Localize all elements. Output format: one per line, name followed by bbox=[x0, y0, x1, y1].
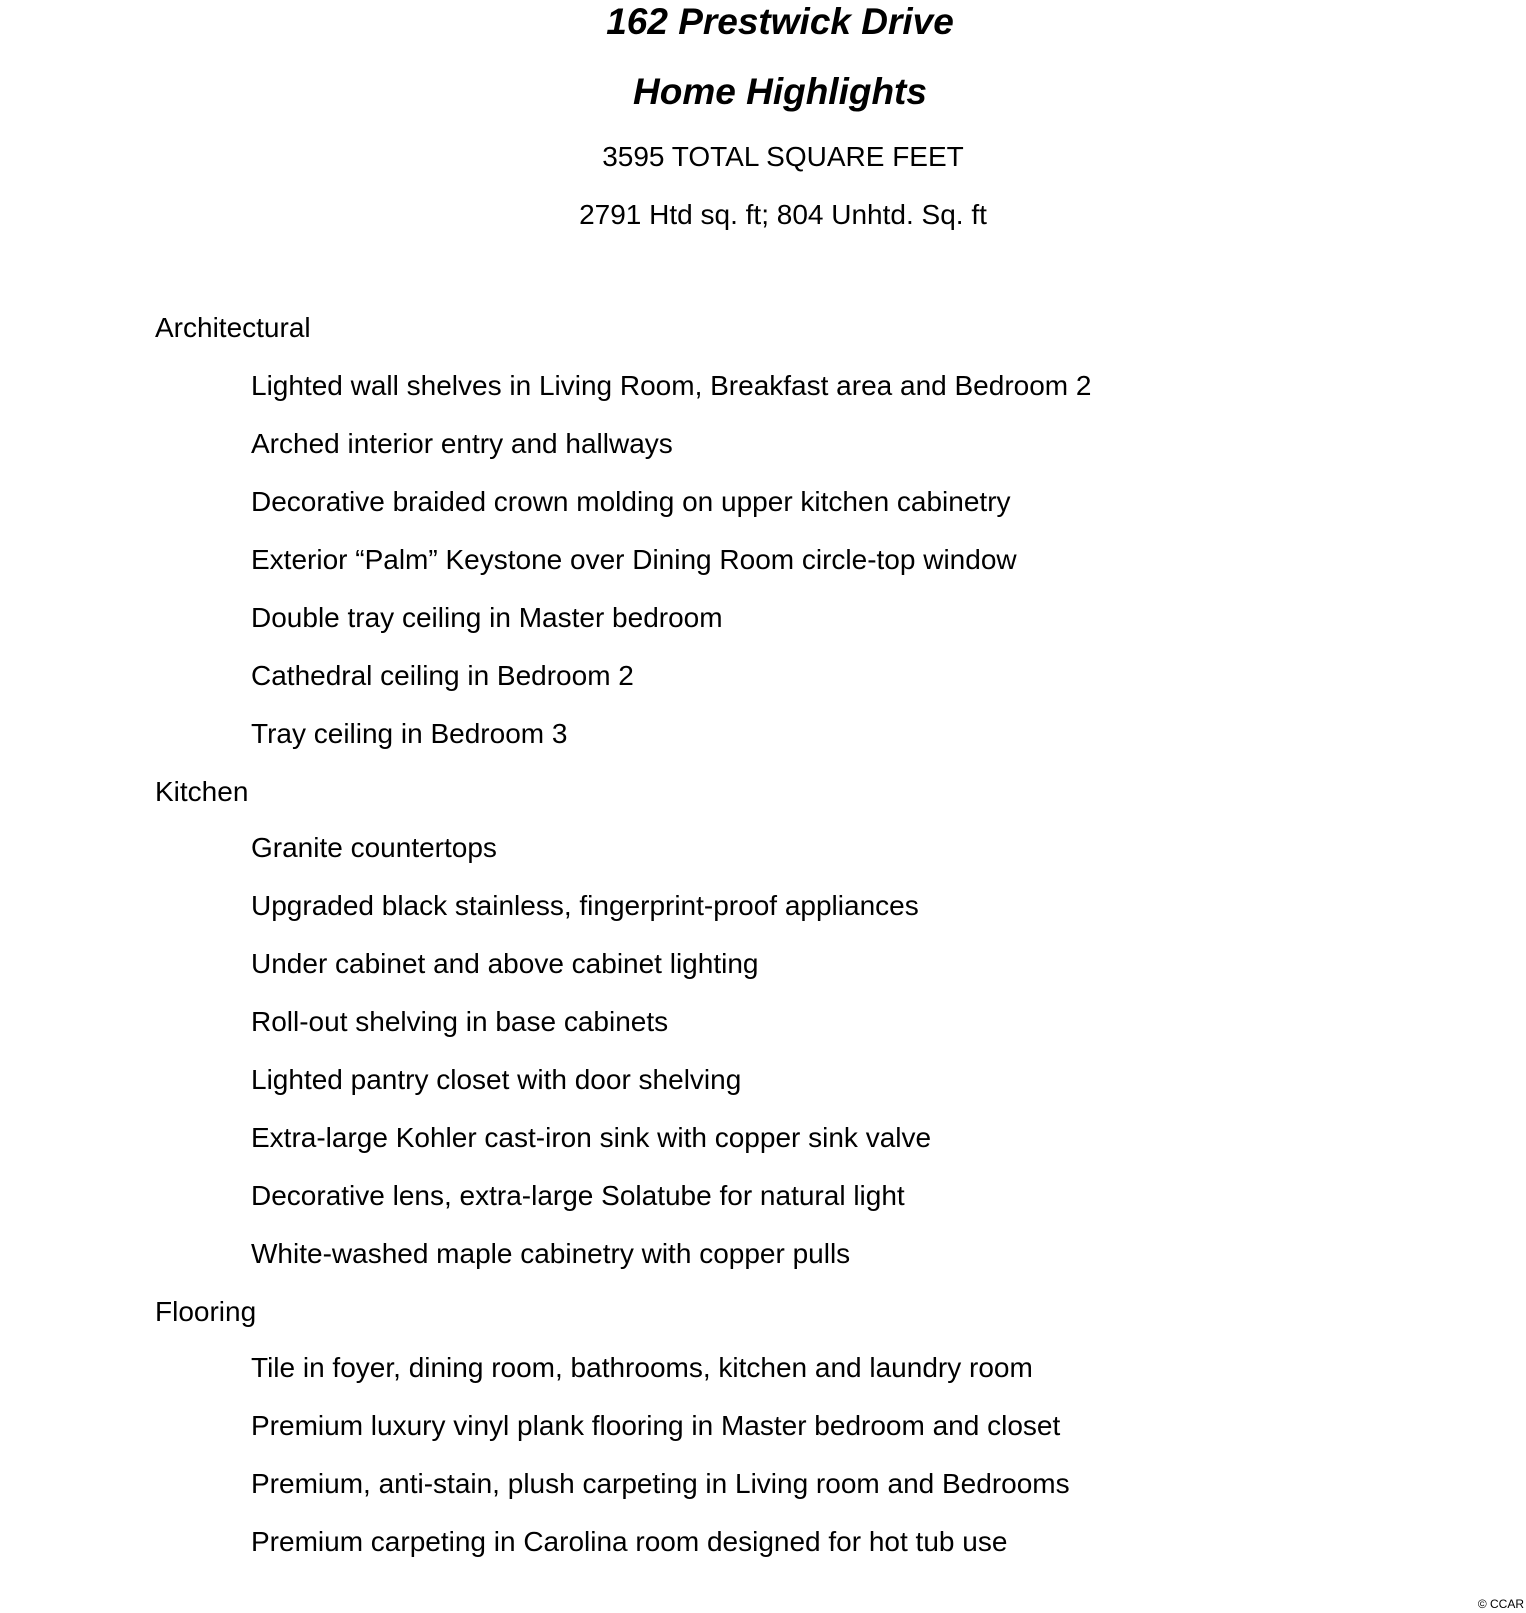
list-item: Roll-out shelving in base cabinets bbox=[251, 1006, 669, 1037]
section-architectural bbox=[155, 311, 1455, 775]
page-title: Home Highlights bbox=[633, 71, 927, 112]
section-flooring bbox=[155, 1295, 1455, 1583]
square-feet-breakdown: 2791 Htd sq. ft; 804 Unhtd. Sq. ft bbox=[579, 199, 987, 230]
list-item: Premium, anti-stain, plush carpeting in Living room and Bedrooms bbox=[251, 1468, 1070, 1499]
property-address: 162 Prestwick Drive bbox=[606, 1, 954, 42]
list-item: Granite countertops bbox=[251, 832, 497, 863]
list-item: Decorative braided crown molding on upper kitchen cabinetry bbox=[251, 486, 1011, 517]
list-item: Arched interior entry and hallways bbox=[251, 428, 673, 459]
list-item: Under cabinet and above cabinet lighting bbox=[251, 948, 759, 979]
list-item: White-washed maple cabinetry with copper pulls bbox=[251, 1238, 851, 1269]
list-item: Double tray ceiling in Master bedroom bbox=[251, 602, 723, 633]
list-item: Lighted wall shelves in Living Room, Breakfast area and Bedroom 2 bbox=[251, 370, 1092, 401]
list-item: Upgraded black stainless, fingerprint-proof appliances bbox=[251, 890, 919, 921]
list-item: Cathedral ceiling in Bedroom 2 bbox=[251, 660, 634, 691]
list-item: Premium luxury vinyl plank flooring in Master bedroom and closet bbox=[251, 1410, 1061, 1441]
section-kitchen bbox=[155, 775, 1455, 1295]
list-item: Tile in foyer, dining room, bathrooms, kitchen and laundry room bbox=[251, 1352, 1033, 1383]
list-item: Lighted pantry closet with door shelving bbox=[251, 1064, 742, 1095]
section-heading: Kitchen bbox=[155, 776, 249, 807]
total-square-feet: 3595 TOTAL SQUARE FEET bbox=[602, 141, 964, 172]
list-item: Exterior “Palm” Keystone over Dining Room circle-top window bbox=[251, 544, 1017, 575]
list-item: Tray ceiling in Bedroom 3 bbox=[251, 718, 568, 749]
list-item: Decorative lens, extra-large Solatube for natural light bbox=[251, 1180, 905, 1211]
list-item: Extra-large Kohler cast-iron sink with copper sink valve bbox=[251, 1122, 932, 1153]
list-item: Premium carpeting in Carolina room designed for hot tub use bbox=[251, 1526, 1008, 1557]
section-heading: Flooring bbox=[155, 1296, 257, 1327]
copyright-notice: © CCAR bbox=[1477, 1597, 1524, 1611]
section-heading: Architectural bbox=[155, 312, 311, 343]
highlights-list bbox=[155, 311, 1455, 1583]
